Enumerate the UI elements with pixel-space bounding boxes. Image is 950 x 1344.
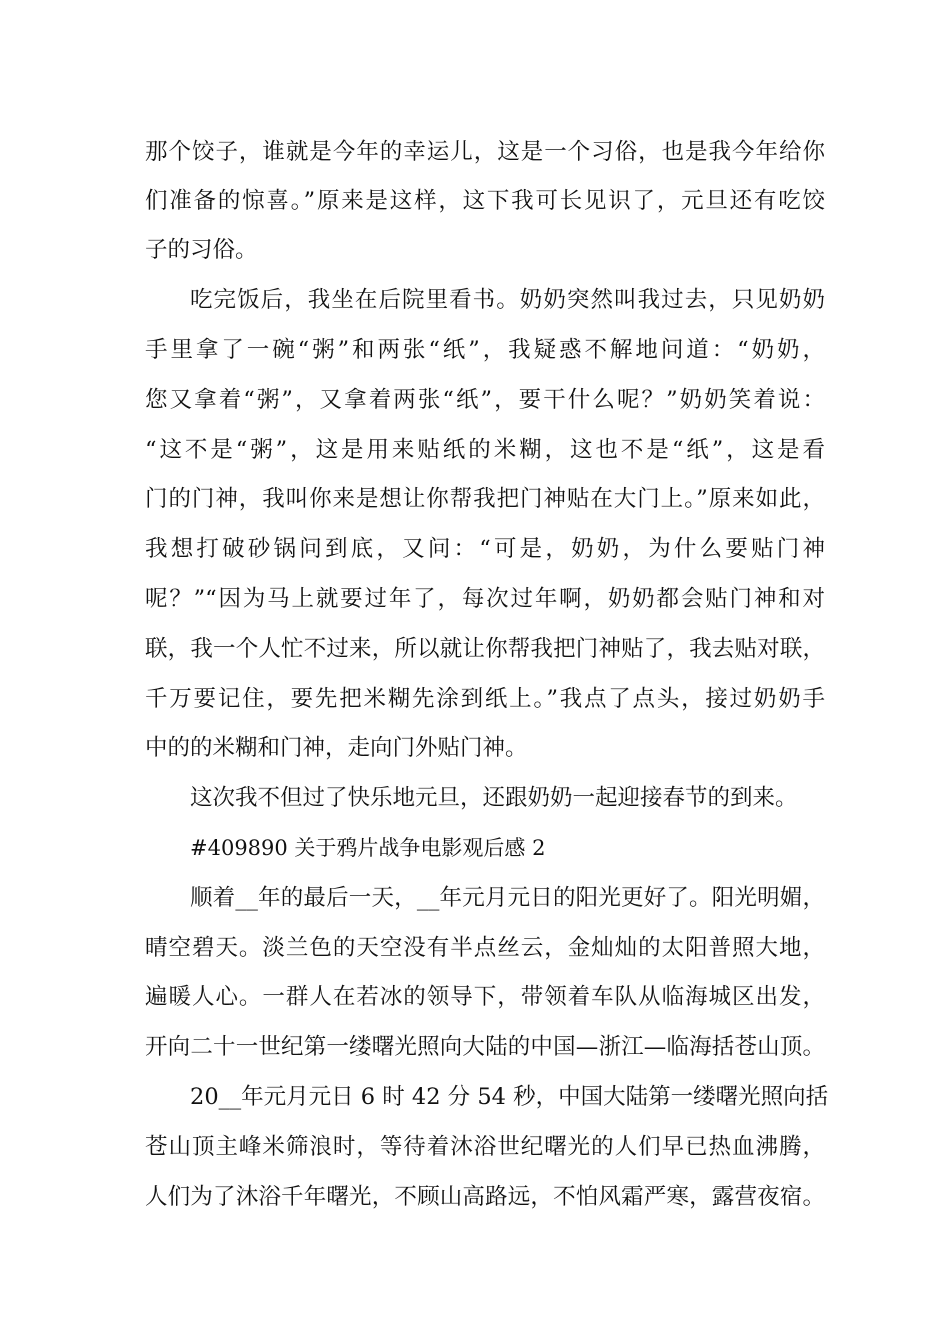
text-line: “这不是“粥”，这是用来贴纸的米糊，这也不是“纸”，这是看 bbox=[145, 437, 825, 463]
text-line: 晴空碧天。淡兰色的天空没有半点丝云，金灿灿的太阳普照大地， bbox=[145, 935, 825, 961]
text-line: 顺着__年的最后一天，__年元月元日的阳光更好了。阳光明媚， bbox=[190, 885, 825, 911]
text-line: 那个饺子，谁就是今年的幸运儿，这是一个习俗，也是我今年给你 bbox=[145, 139, 825, 165]
text-line: 20__年元月元日 6 时 42 分 54 秒，中国大陆第一缕曙光照向括 bbox=[190, 1084, 829, 1110]
text-line: 们准备的惊喜。”原来是这样，这下我可长见识了，元旦还有吃饺 bbox=[145, 188, 825, 214]
text-line: 联，我一个人忙不过来，所以就让你帮我把门神贴了，我去贴对联， bbox=[145, 636, 825, 662]
text-line: 吃完饭后，我坐在后院里看书。奶奶突然叫我过去，只见奶奶 bbox=[190, 287, 825, 313]
text-line: 手里拿了一碗“粥”和两张“纸”，我疑惑不解地问道：“奶奶， bbox=[145, 337, 825, 363]
text-line: 苍山顶主峰米筛浪时，等待着沐浴世纪曙光的人们早已热血沸腾， bbox=[145, 1134, 825, 1160]
section-heading: #409890 关于鸦片战争电影观后感 2 bbox=[190, 836, 546, 860]
text-line: 您又拿着“粥”，又拿着两张“纸”，要干什么呢？”奶奶笑着说： bbox=[145, 387, 825, 413]
text-line: 呢？”“因为马上就要过年了，每次过年啊，奶奶都会贴门神和对 bbox=[145, 586, 825, 612]
text-line: 人们为了沐浴千年曙光，不顾山高路远，不怕风霜严寒，露营夜宿。 bbox=[145, 1184, 825, 1210]
text-line: 千万要记住，要先把米糊先涂到纸上。”我点了点头，接过奶奶手 bbox=[145, 686, 825, 712]
text-line: 这次我不但过了快乐地元旦，还跟奶奶一起迎接春节的到来。 bbox=[190, 785, 798, 811]
text-line: 门的门神，我叫你来是想让你帮我把门神贴在大门上。”原来如此， bbox=[145, 486, 825, 512]
text-line: 中的的米糊和门神，走向门外贴门神。 bbox=[145, 735, 528, 761]
text-line: 我想打破砂锅问到底，又问：“可是，奶奶，为什么要贴门神 bbox=[145, 536, 825, 562]
text-line: 子的习俗。 bbox=[145, 237, 258, 263]
text-line: 开向二十一世纪第一缕曙光照向大陆的中国—浙江—临海括苍山顶。 bbox=[145, 1034, 825, 1060]
text-line: 遍暖人心。一群人在若冰的领导下，带领着车队从临海城区出发， bbox=[145, 984, 825, 1010]
